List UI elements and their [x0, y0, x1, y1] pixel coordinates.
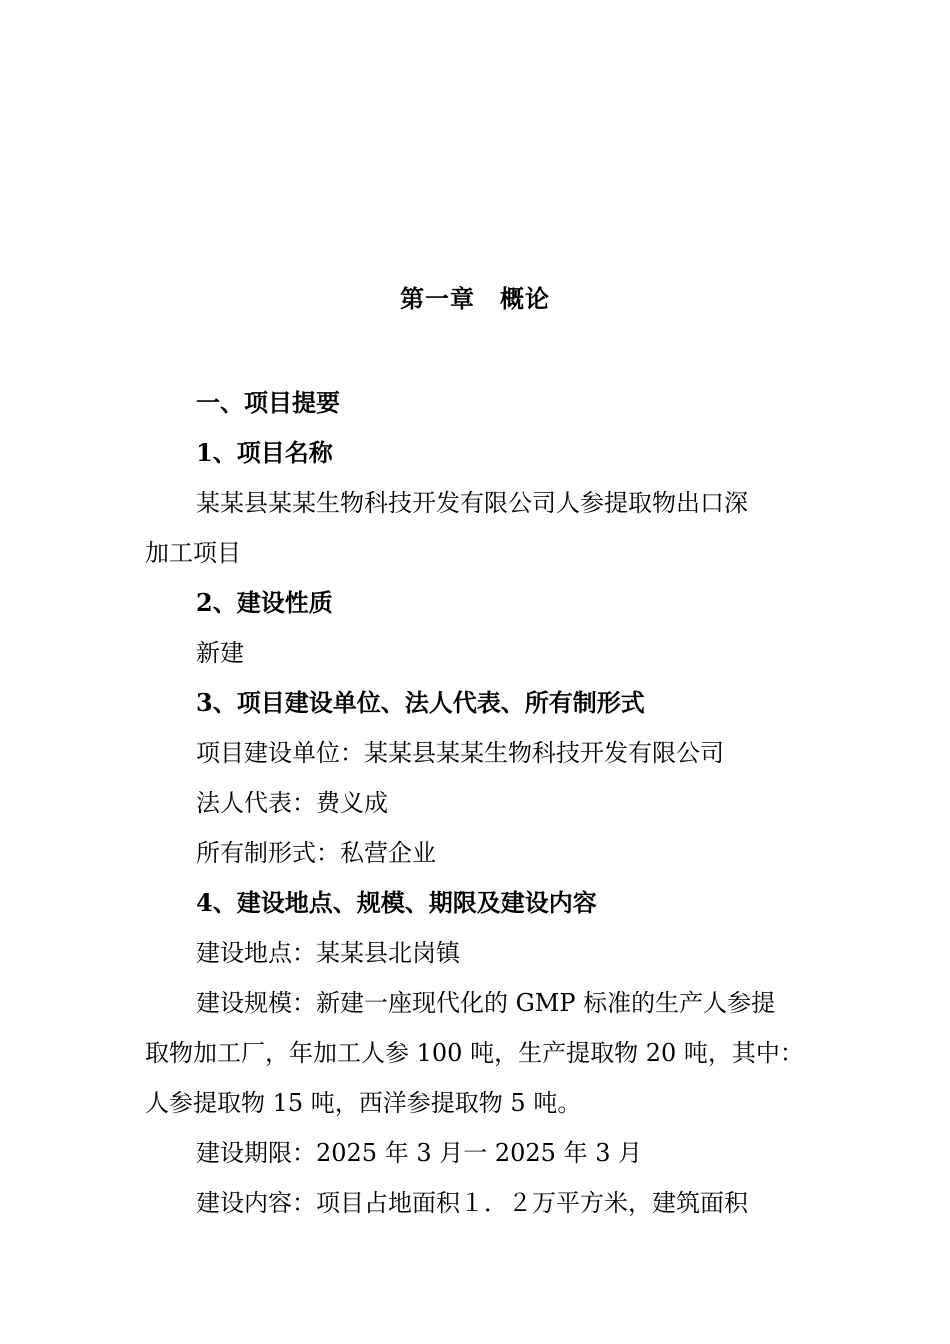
paragraph-line: 取物加工厂，年加工人参 100 吨，生产提取物 20 吨，其中： — [145, 1039, 804, 1067]
section-heading-project-summary: 一、项目提要 — [196, 388, 340, 417]
paragraph-line: 法人代表：费义成 — [196, 789, 388, 817]
paragraph-line: 建设内容：项目占地面积１．２万平方米，建筑面积 — [196, 1189, 748, 1217]
document-body — [145, 378, 825, 1228]
paragraph-line: 新建 — [196, 639, 244, 667]
paragraph-line: 人参提取物 15 吨，西洋参提取物 5 吨。 — [145, 1089, 582, 1117]
paragraph-line: 项目建设单位：某某县某某生物科技开发有限公司 — [196, 739, 724, 767]
subheading-construction-unit: 3、项目建设单位、法人代表、所有制形式 — [196, 688, 645, 717]
paragraph-line: 建设地点：某某县北岗镇 — [196, 939, 460, 967]
paragraph-line: 建设期限：2025 年 3 月一 2025 年 3 月 — [196, 1139, 643, 1167]
chapter-title: 第一章 概论 — [400, 284, 550, 313]
paragraph-line: 建设规模：新建一座现代化的 GMP 标准的生产人参提 — [196, 989, 776, 1017]
paragraph-line: 某某县某某生物科技开发有限公司人参提取物出口深 — [196, 489, 748, 517]
subheading-construction-nature: 2、建设性质 — [196, 588, 333, 617]
paragraph-line: 所有制形式：私营企业 — [196, 839, 436, 867]
subheading-location-scale: 4、建设地点、规模、期限及建设内容 — [196, 888, 597, 917]
paragraph-line: 加工项目 — [145, 539, 241, 567]
subheading-project-name: 1、项目名称 — [196, 438, 333, 467]
